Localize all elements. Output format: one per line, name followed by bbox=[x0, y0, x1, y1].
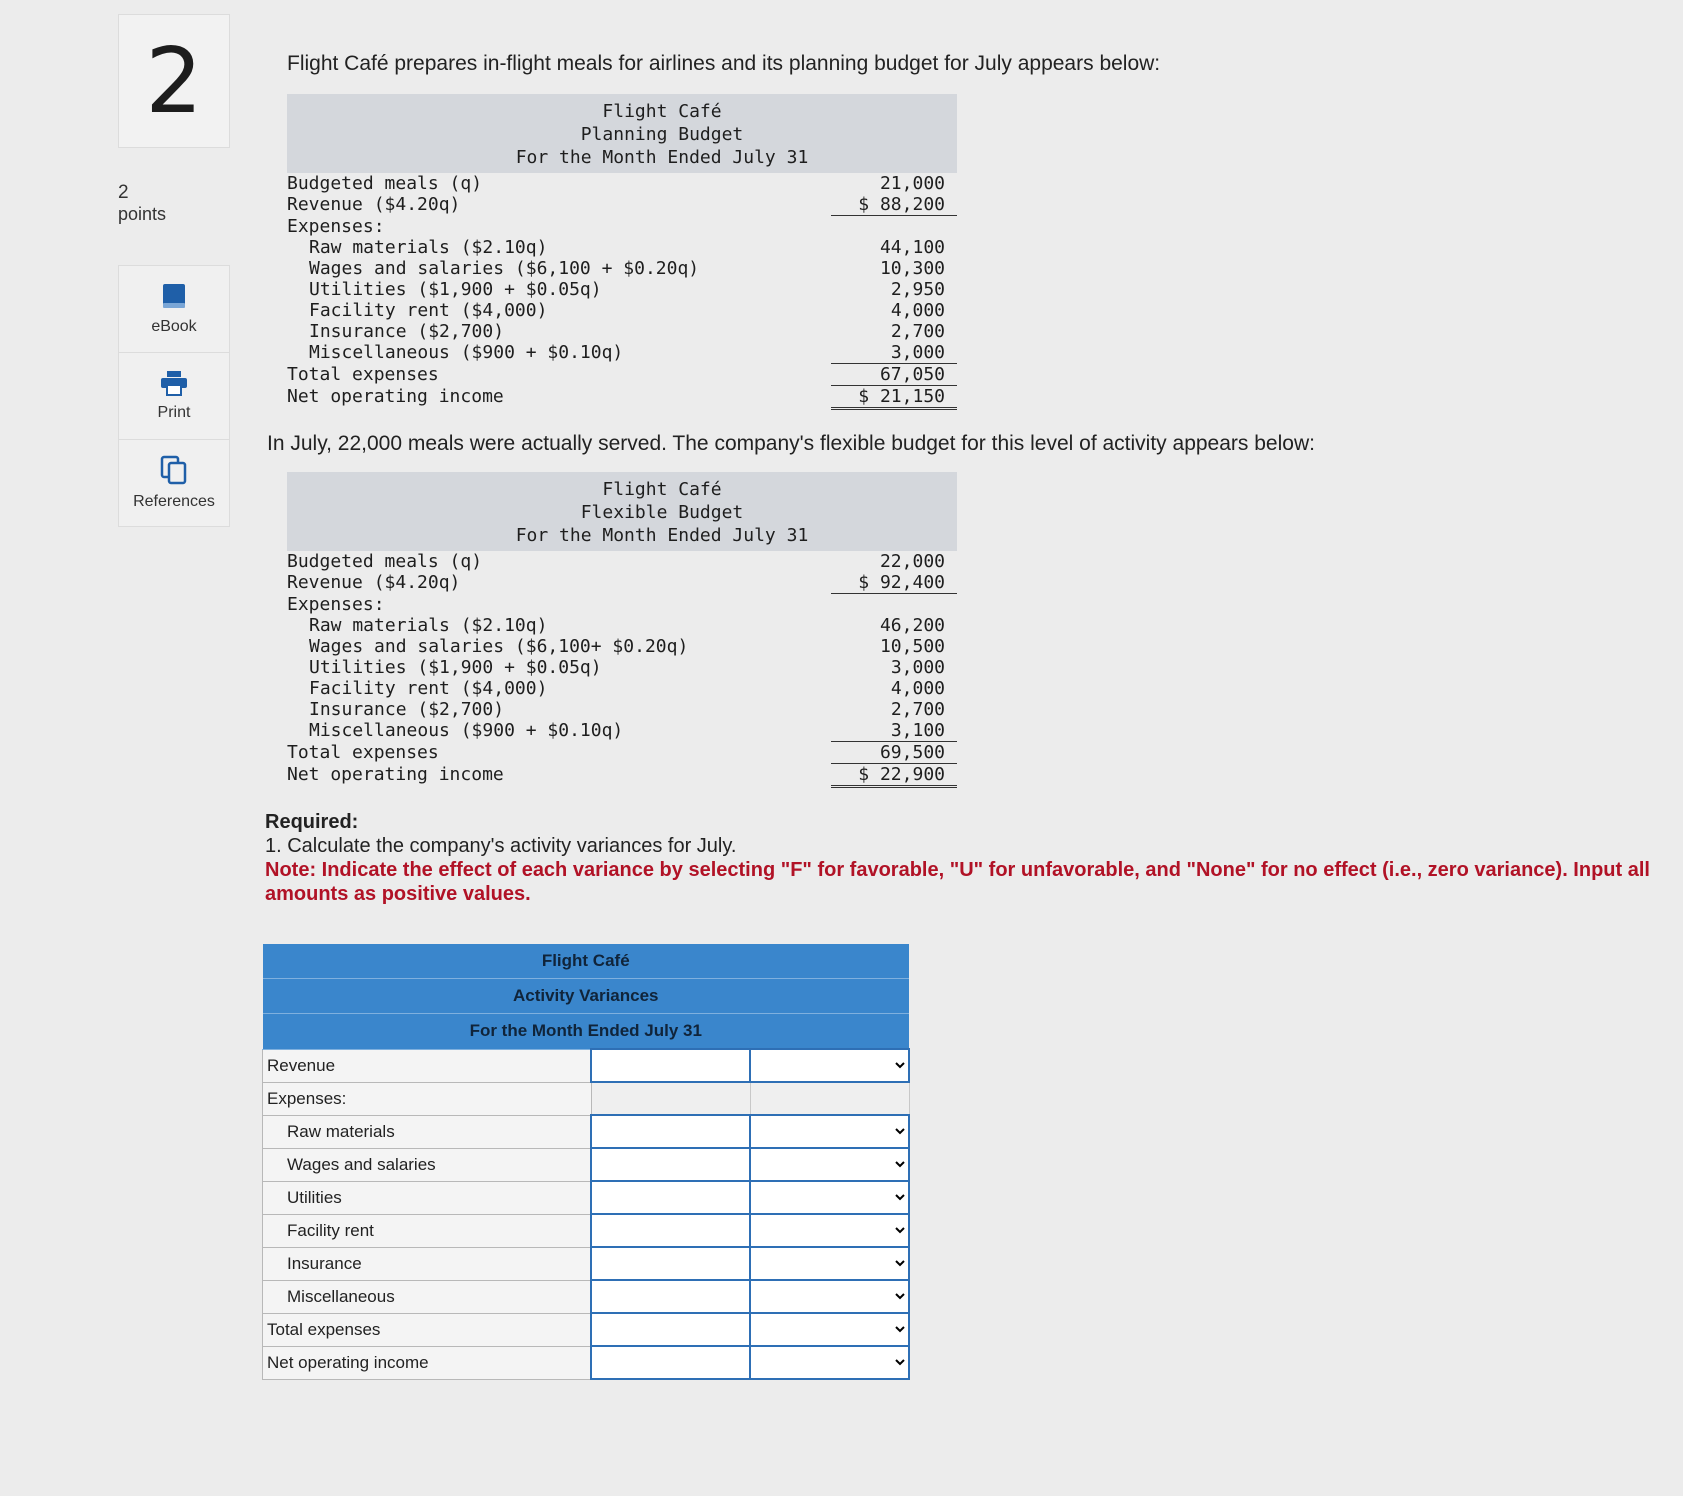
variance-subtitle: Activity Variances bbox=[263, 979, 910, 1014]
flexible-row bbox=[287, 615, 957, 636]
flexible-subtitle: Flexible Budget bbox=[580, 502, 744, 523]
flexible-row-value: $ 22,900 bbox=[831, 764, 957, 788]
variance-amount-cell bbox=[591, 1049, 750, 1082]
variance-amount-input[interactable] bbox=[592, 1215, 749, 1246]
flexible-row bbox=[287, 572, 957, 594]
variance-amount-cell bbox=[591, 1214, 750, 1247]
planning-row-value bbox=[831, 216, 957, 237]
flexible-row-label: Revenue ($4.20q) bbox=[287, 572, 461, 593]
flexible-row-value: 46,200 bbox=[879, 615, 945, 636]
planning-row bbox=[287, 279, 957, 300]
planning-row-value: 2,700 bbox=[890, 321, 945, 342]
planning-row-label: Expenses: bbox=[287, 216, 385, 237]
variance-row-label: Insurance bbox=[263, 1247, 592, 1280]
variance-effect-cell bbox=[750, 1181, 909, 1214]
planning-rows bbox=[287, 173, 957, 410]
variance-row-label: Net operating income bbox=[263, 1346, 592, 1379]
flexible-budget bbox=[287, 472, 957, 788]
variance-row-label: Facility rent bbox=[263, 1214, 592, 1247]
variance-effect-select[interactable] bbox=[751, 1149, 908, 1180]
flexible-row bbox=[287, 678, 957, 699]
flexible-row-label: Facility rent ($4,000) bbox=[309, 678, 548, 699]
planning-subtitle: Planning Budget bbox=[580, 124, 744, 145]
planning-row bbox=[287, 386, 957, 410]
flexible-row-label: Net operating income bbox=[287, 764, 504, 785]
printer-icon bbox=[160, 370, 188, 396]
variance-amount-cell bbox=[591, 1148, 750, 1181]
variance-effect-select[interactable] bbox=[751, 1116, 908, 1147]
flexible-rows bbox=[287, 551, 957, 788]
planning-row-label: Raw materials ($2.10q) bbox=[309, 237, 548, 258]
points-value: 2 bbox=[118, 182, 129, 203]
variance-row-label: Expenses: bbox=[263, 1082, 592, 1115]
print-button[interactable] bbox=[119, 353, 229, 440]
variance-effect-cell bbox=[750, 1049, 909, 1082]
planning-row-value: 4,000 bbox=[890, 300, 945, 321]
planning-row bbox=[287, 237, 957, 258]
variance-amount-input[interactable] bbox=[592, 1314, 749, 1345]
variance-row-label: Raw materials bbox=[263, 1115, 592, 1148]
planning-row bbox=[287, 173, 957, 194]
book-icon bbox=[161, 282, 187, 310]
ebook-button[interactable] bbox=[119, 266, 229, 353]
variance-amount-input[interactable] bbox=[592, 1182, 749, 1213]
planning-row-label: Revenue ($4.20q) bbox=[287, 194, 461, 215]
variance-effect-cell bbox=[750, 1280, 909, 1313]
references-label: References bbox=[133, 493, 215, 510]
variance-row-label: Utilities bbox=[263, 1181, 592, 1214]
references-icon bbox=[160, 455, 188, 485]
flexible-row-value: 2,700 bbox=[890, 699, 945, 720]
flexible-title: Flight Café bbox=[602, 479, 722, 500]
planning-period: For the Month Ended July 31 bbox=[515, 147, 809, 168]
variance-amount-cell bbox=[591, 1280, 750, 1313]
variance-row bbox=[263, 1214, 910, 1247]
flexible-row-value: $ 92,400 bbox=[831, 572, 957, 594]
planning-row bbox=[287, 194, 957, 216]
variance-row-label: Revenue bbox=[263, 1049, 592, 1082]
flexible-row bbox=[287, 720, 957, 742]
variance-amount-input[interactable] bbox=[592, 1149, 749, 1180]
planning-row-value: 67,050 bbox=[831, 364, 957, 386]
variance-amount-cell bbox=[591, 1247, 750, 1280]
flexible-row bbox=[287, 636, 957, 657]
activity-variances-table bbox=[262, 944, 910, 1380]
planning-row-label: Budgeted meals (q) bbox=[287, 173, 483, 194]
flexible-row-label: Raw materials ($2.10q) bbox=[309, 615, 548, 636]
variance-effect-cell bbox=[750, 1115, 909, 1148]
variance-row bbox=[263, 1082, 910, 1115]
flexible-row bbox=[287, 699, 957, 720]
variance-row-label: Wages and salaries bbox=[263, 1148, 592, 1181]
flexible-row-value: 4,000 bbox=[890, 678, 945, 699]
variance-effect-select[interactable] bbox=[751, 1314, 908, 1345]
references-button[interactable] bbox=[119, 440, 229, 526]
planning-row-value: 2,950 bbox=[890, 279, 945, 300]
variance-amount-input[interactable] bbox=[592, 1116, 749, 1147]
variance-effect-cell bbox=[750, 1214, 909, 1247]
planning-row-value: 3,000 bbox=[831, 342, 957, 364]
flexible-row-label: Miscellaneous ($900 + $0.10q) bbox=[309, 720, 624, 741]
required-note: Note: Indicate the effect of each variance by selecting "F" for favorable, "U" for unfavorable, and "None" for no effect (i.e., zero variance). Input all amounts as positive values. bbox=[265, 859, 1650, 905]
planning-row-label: Net operating income bbox=[287, 386, 504, 407]
question-number: 2 bbox=[118, 14, 230, 148]
flexible-row bbox=[287, 742, 957, 764]
variance-effect-select[interactable] bbox=[751, 1248, 908, 1279]
flexible-row bbox=[287, 764, 957, 788]
required-section bbox=[265, 810, 1667, 906]
variance-effect-select[interactable] bbox=[751, 1215, 908, 1246]
planning-row-label: Utilities ($1,900 + $0.05q) bbox=[309, 279, 602, 300]
flexible-row-label: Budgeted meals (q) bbox=[287, 551, 483, 572]
flexible-row-label: Total expenses bbox=[287, 742, 439, 763]
flexible-row-value: 69,500 bbox=[831, 742, 957, 764]
variance-row-label: Miscellaneous bbox=[263, 1280, 592, 1313]
flexible-row-value bbox=[831, 594, 957, 615]
variance-amount-cell bbox=[591, 1115, 750, 1148]
variance-row-label: Total expenses bbox=[263, 1313, 592, 1346]
flexible-row-label: Expenses: bbox=[287, 594, 385, 615]
variance-rows bbox=[263, 1049, 910, 1379]
flexible-row-label: Wages and salaries ($6,100+ $0.20q) bbox=[309, 636, 689, 657]
question-content bbox=[265, 52, 1667, 1380]
planning-row-value: $ 88,200 bbox=[831, 194, 957, 216]
planning-row bbox=[287, 258, 957, 279]
flexible-row bbox=[287, 657, 957, 678]
planning-row-value: 44,100 bbox=[879, 237, 945, 258]
planning-row bbox=[287, 342, 957, 364]
planning-row-label: Wages and salaries ($6,100 + $0.20q) bbox=[309, 258, 700, 279]
variance-row bbox=[263, 1313, 910, 1346]
variance-row bbox=[263, 1247, 910, 1280]
flexible-row-label: Utilities ($1,900 + $0.05q) bbox=[309, 657, 602, 678]
flexible-budget-header bbox=[287, 472, 957, 551]
planning-row-label: Facility rent ($4,000) bbox=[309, 300, 548, 321]
variance-row bbox=[263, 1280, 910, 1313]
flexible-row bbox=[287, 594, 957, 615]
points-display bbox=[118, 182, 248, 225]
intro-text: Flight Café prepares in-flight meals for airlines and its planning budget for July appears below: bbox=[287, 52, 1161, 75]
variance-amount-cell bbox=[591, 1313, 750, 1346]
variance-amount-input[interactable] bbox=[592, 1347, 749, 1378]
planning-row-label: Total expenses bbox=[287, 364, 439, 385]
variance-amount-cell bbox=[591, 1346, 750, 1379]
flexible-row-value: 3,100 bbox=[831, 720, 957, 742]
planning-row bbox=[287, 216, 957, 237]
variance-effect-cell bbox=[750, 1148, 909, 1181]
variance-row bbox=[263, 1181, 910, 1214]
variance-title: Flight Café bbox=[263, 944, 910, 979]
planning-row-label: Miscellaneous ($900 + $0.10q) bbox=[309, 342, 624, 363]
variance-effect-select[interactable] bbox=[751, 1347, 908, 1378]
variance-effect-select[interactable] bbox=[751, 1050, 908, 1081]
planning-row bbox=[287, 321, 957, 342]
planning-row-label: Insurance ($2,700) bbox=[309, 321, 505, 342]
planning-row bbox=[287, 300, 957, 321]
variance-row bbox=[263, 1115, 910, 1148]
variance-row bbox=[263, 1346, 910, 1379]
ebook-label: eBook bbox=[151, 318, 197, 335]
mid-text: In July, 22,000 meals were actually served. The company's flexible budget for this level of activity appears below: bbox=[267, 432, 1315, 455]
flexible-row-value: 10,500 bbox=[879, 636, 945, 657]
required-heading: Required: bbox=[265, 811, 359, 833]
variance-effect-cell bbox=[750, 1247, 909, 1280]
question-sidebar bbox=[118, 14, 248, 527]
variance-amount-input[interactable] bbox=[592, 1281, 749, 1312]
variance-row bbox=[263, 1148, 910, 1181]
variance-row bbox=[263, 1049, 910, 1082]
variance-amount-input[interactable] bbox=[592, 1050, 749, 1081]
variance-effect-cell bbox=[750, 1346, 909, 1379]
flexible-row-label: Insurance ($2,700) bbox=[309, 699, 505, 720]
planning-title: Flight Café bbox=[602, 101, 722, 122]
planning-row bbox=[287, 364, 957, 386]
print-label: Print bbox=[157, 404, 191, 421]
planning-budget bbox=[287, 94, 957, 410]
planning-row-value: 21,000 bbox=[879, 173, 945, 194]
flexible-row-value: 3,000 bbox=[890, 657, 945, 678]
planning-row-value: $ 21,150 bbox=[831, 386, 957, 410]
variance-blank-cell bbox=[591, 1082, 750, 1115]
variance-effect-cell bbox=[750, 1313, 909, 1346]
variance-amount-input[interactable] bbox=[592, 1248, 749, 1279]
tools-panel bbox=[118, 265, 230, 527]
variance-amount-cell bbox=[591, 1181, 750, 1214]
required-item-1: 1. Calculate the company's activity variances for July. bbox=[265, 835, 737, 857]
variance-effect-select[interactable] bbox=[751, 1281, 908, 1312]
variance-period: For the Month Ended July 31 bbox=[263, 1014, 910, 1050]
planning-budget-header bbox=[287, 94, 957, 173]
points-label: points bbox=[118, 204, 167, 224]
flexible-row-value: 22,000 bbox=[879, 551, 945, 572]
variance-effect-select[interactable] bbox=[751, 1182, 908, 1213]
planning-row-value: 10,300 bbox=[879, 258, 945, 279]
flexible-period: For the Month Ended July 31 bbox=[515, 525, 809, 546]
flexible-row bbox=[287, 551, 957, 572]
variance-blank-cell bbox=[750, 1082, 909, 1115]
